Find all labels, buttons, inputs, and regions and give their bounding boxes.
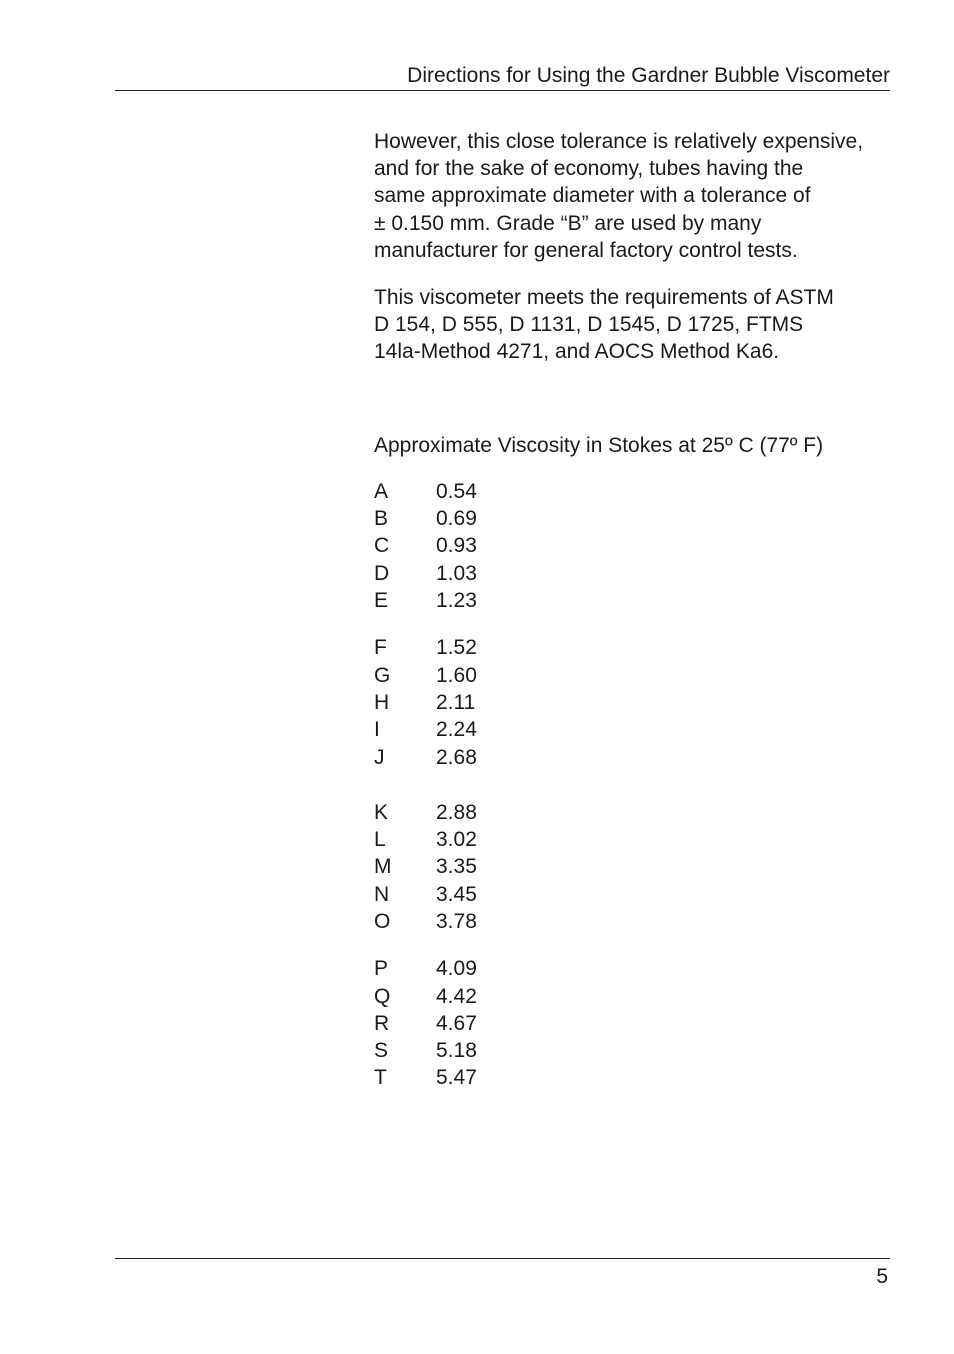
viscosity-value: 4.09 xyxy=(436,957,477,981)
table-row xyxy=(374,983,894,1010)
viscosity-value: 5.18 xyxy=(436,1039,477,1063)
text-line: 14la-Method 4271, and AOCS Method Ka6. xyxy=(374,340,780,364)
viscosity-group xyxy=(374,955,894,1091)
viscosity-value: 2.88 xyxy=(436,800,477,824)
grade-letter: E xyxy=(374,589,389,613)
main-content xyxy=(374,128,894,1112)
text-line: ± 0.150 mm. Grade “B” are used by many xyxy=(374,211,762,235)
table-row xyxy=(374,1010,894,1037)
viscosity-value: 1.52 xyxy=(436,636,477,660)
table-row xyxy=(374,478,894,505)
grade-letter: Q xyxy=(374,984,391,1008)
viscosity-value: 0.54 xyxy=(436,479,477,503)
grade-letter: H xyxy=(374,690,390,714)
grade-letter: O xyxy=(374,909,391,933)
grade-letter: C xyxy=(374,534,390,558)
viscosity-value: 3.35 xyxy=(436,855,477,879)
text-line: This viscometer meets the requirements of ASTM xyxy=(374,286,834,310)
table-row xyxy=(374,505,894,532)
grade-letter: L xyxy=(374,828,386,852)
viscosity-table-title: Approximate Viscosity in Stokes at 25º C (77º F) xyxy=(374,433,824,457)
viscosity-value: 0.93 xyxy=(436,534,477,558)
grade-letter: K xyxy=(374,800,389,824)
viscosity-table xyxy=(374,478,894,1092)
table-row xyxy=(374,853,894,880)
viscosity-group xyxy=(374,478,894,614)
viscosity-value: 1.03 xyxy=(436,561,477,585)
page-number: 5 xyxy=(876,1265,888,1288)
table-row xyxy=(374,799,894,826)
table-row xyxy=(374,744,894,771)
table-row xyxy=(374,716,894,743)
text-line: D 154, D 555, D 1131, D 1545, D 1725, FTMS xyxy=(374,313,804,337)
grade-letter: M xyxy=(374,855,392,879)
viscosity-value: 4.67 xyxy=(436,1011,477,1035)
page-header-title: Directions for Using the Gardner Bubble Viscometer xyxy=(407,64,890,87)
grade-letter: A xyxy=(374,479,389,503)
footer-rule xyxy=(115,1258,890,1259)
viscosity-value: 3.02 xyxy=(436,828,477,852)
paragraph-requirements xyxy=(374,284,894,366)
grade-letter: R xyxy=(374,1011,390,1035)
viscosity-value: 1.23 xyxy=(436,589,477,613)
text-line: same approximate diameter with a tolerance of xyxy=(374,184,811,208)
viscosity-value: 2.24 xyxy=(436,718,477,742)
grade-letter: N xyxy=(374,882,390,906)
table-row xyxy=(374,634,894,661)
text-line: and for the sake of economy, tubes having the xyxy=(374,157,804,181)
viscosity-value: 0.69 xyxy=(436,507,477,531)
grade-letter: S xyxy=(374,1039,389,1063)
grade-letter: I xyxy=(374,718,380,742)
header-rule xyxy=(115,90,890,91)
grade-letter: T xyxy=(374,1066,387,1090)
table-row xyxy=(374,662,894,689)
text-line: manufacturer for general factory control tests. xyxy=(374,238,798,262)
text-line: However, this close tolerance is relatively expensive, xyxy=(374,130,864,153)
grade-letter: J xyxy=(374,745,385,769)
viscosity-group xyxy=(374,799,894,935)
viscosity-value: 4.42 xyxy=(436,984,477,1008)
table-row xyxy=(374,908,894,935)
paragraph-tolerance xyxy=(374,128,894,264)
table-row xyxy=(374,587,894,614)
grade-letter: B xyxy=(374,507,389,531)
table-row xyxy=(374,955,894,982)
grade-letter: G xyxy=(374,663,391,687)
table-row xyxy=(374,689,894,716)
table-row xyxy=(374,532,894,559)
viscosity-value: 5.47 xyxy=(436,1066,477,1090)
viscosity-group xyxy=(374,634,894,770)
grade-letter: D xyxy=(374,561,390,585)
table-row xyxy=(374,826,894,853)
table-row xyxy=(374,881,894,908)
table-row xyxy=(374,1064,894,1091)
table-row xyxy=(374,560,894,587)
viscosity-value: 3.78 xyxy=(436,909,477,933)
grade-letter: P xyxy=(374,957,389,981)
viscosity-value: 2.68 xyxy=(436,745,477,769)
viscosity-value: 3.45 xyxy=(436,882,477,906)
viscosity-value: 2.11 xyxy=(436,690,476,714)
table-row xyxy=(374,1037,894,1064)
viscosity-value: 1.60 xyxy=(436,663,477,687)
grade-letter: F xyxy=(374,636,387,660)
